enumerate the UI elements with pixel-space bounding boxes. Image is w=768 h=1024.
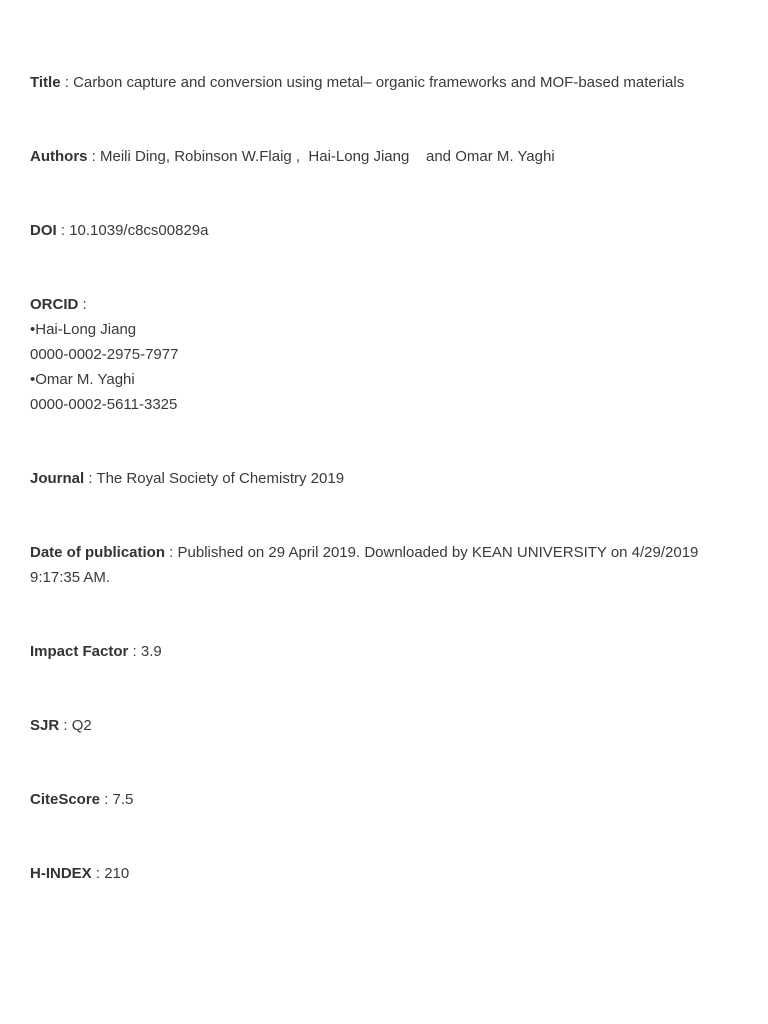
orcid-name: •Omar M. Yaghi (30, 371, 135, 388)
authors-label: Authors (30, 148, 88, 165)
orcid-name: •Hai-Long Jiang (30, 321, 137, 338)
h-index-field (30, 861, 720, 886)
authors-field (30, 144, 720, 169)
orcid-colon: : (78, 296, 87, 313)
orcid-heading (30, 292, 720, 317)
citescore-field (30, 787, 720, 812)
sjr-field (30, 713, 720, 738)
sjr-label: SJR (30, 717, 60, 734)
doi-value: 10.1039/c8cs00829a (69, 222, 209, 239)
h-index-label: H-INDEX (30, 865, 92, 882)
document-body (30, 70, 720, 886)
sjr-value: Q2 (71, 717, 92, 734)
separator: : (100, 791, 113, 808)
separator: : (56, 222, 70, 239)
authors-value: Meili Ding, Robinson W.Flaig , Hai-Long Jiang and Omar M. Yaghi (100, 148, 555, 165)
impact-factor-field (30, 639, 720, 664)
separator: : (84, 470, 97, 487)
separator: : (128, 643, 141, 660)
orcid-field (30, 292, 720, 417)
separator: : (165, 544, 178, 561)
impact-factor-label: Impact Factor (30, 643, 129, 660)
journal-field (30, 466, 720, 491)
impact-factor-value: 3.9 (140, 643, 162, 660)
journal-value: The Royal Society of Chemistry 2019 (96, 470, 345, 487)
doi-field (30, 218, 720, 243)
citescore-label: CiteScore (30, 791, 101, 808)
orcid-id: 0000-0002-5611-3325 (30, 396, 178, 413)
title-value: Carbon capture and conversion using metal– organic frameworks and MOF-based materials (73, 74, 685, 91)
title-label: Title (30, 74, 61, 91)
title-field (30, 70, 720, 95)
citescore-value: 7.5 (112, 791, 134, 808)
orcid-id: 0000-0002-2975-7977 (30, 346, 179, 363)
publication-date-label: Date of publication (30, 544, 165, 561)
separator: : (91, 865, 105, 882)
separator: : (59, 717, 72, 734)
separator: : (87, 148, 101, 165)
publication-date-value: Published on 29 April 2019. Downloaded by KEAN UNIVERSITY on 4/29/2019 9:17:35 AM. (30, 544, 699, 586)
doi-label: DOI (30, 222, 57, 239)
h-index-value: 210 (104, 865, 130, 882)
journal-label: Journal (30, 470, 85, 487)
publication-date-field (30, 540, 720, 590)
orcid-label: ORCID (30, 296, 79, 313)
separator: : (60, 74, 74, 91)
